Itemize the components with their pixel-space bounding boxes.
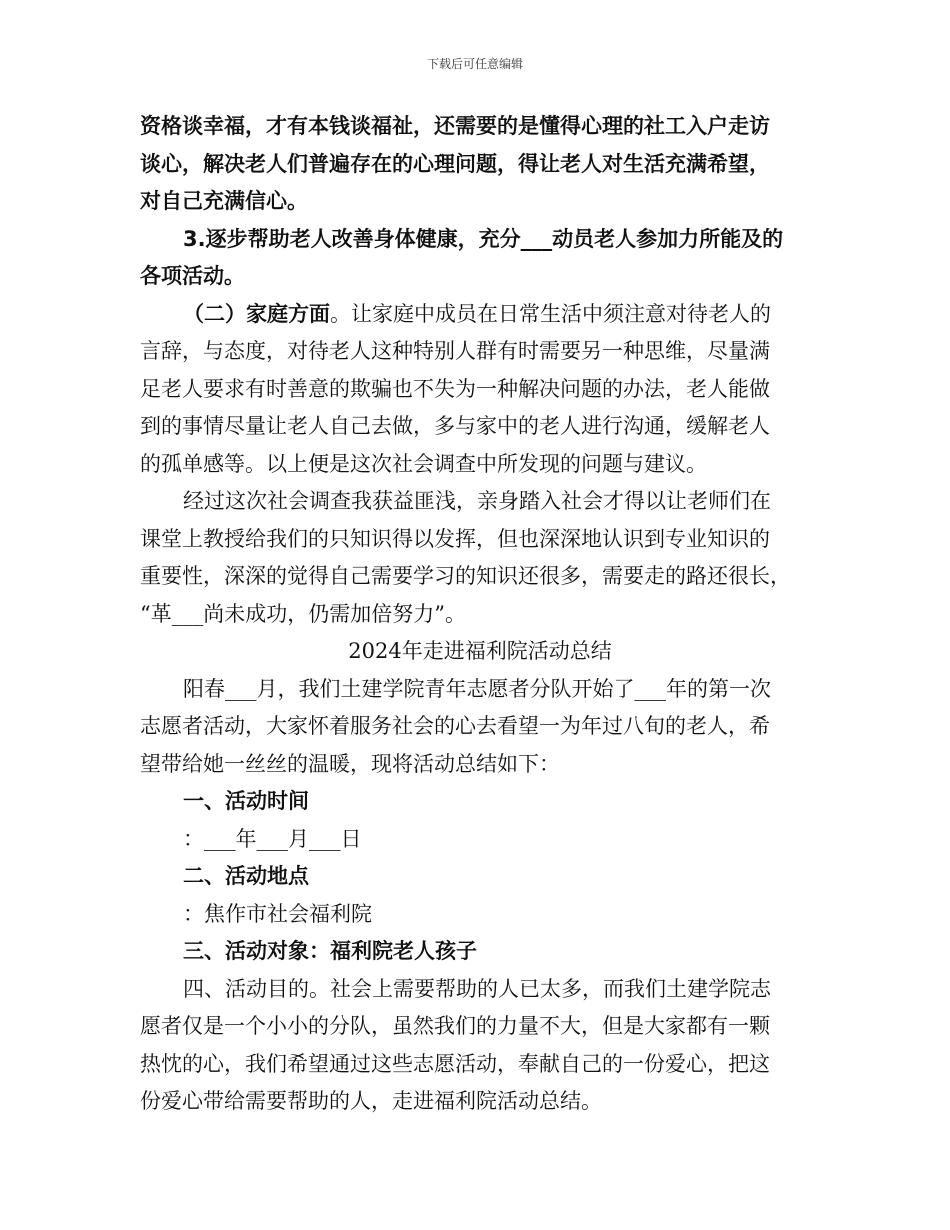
paragraph-line: 各项活动。 bbox=[140, 264, 245, 288]
paragraph-line: 份爱心带给需要帮助的人，走进福利院活动总结。 bbox=[140, 1089, 602, 1113]
document-title: 2024年走进福利院活动总结 bbox=[348, 639, 612, 663]
paragraph-line: 资格谈幸福，才有本钱谈福祉，还需要的是懂得心理的社工入户走访 bbox=[140, 114, 770, 138]
family-heading: （二）家庭方面 bbox=[183, 301, 330, 326]
paragraph-line: 热忱的心，我们希望通过这些志愿活动，奉献自己的一份爱心，把这 bbox=[140, 1051, 770, 1076]
paragraph-line: 经过这次社会调查我获益匪浅，亲身踏入社会才得以让老师们在 bbox=[183, 489, 771, 513]
paragraph-line: 重要性，深深的觉得自己需要学习的知识还很多，需要走的路还很长， bbox=[140, 564, 791, 588]
section-heading-target: 三、活动对象：福利院老人孩子 bbox=[183, 939, 477, 963]
paragraph-line: 言辞，与态度，对待老人这种特别人群有时需要另一种思维，尽量满 bbox=[140, 339, 770, 363]
family-paragraph-first-line bbox=[140, 296, 820, 334]
section-heading-place: 二、活动地点 bbox=[183, 864, 309, 888]
paragraph-line: 足老人要求有时善意的欺骗也不失为一种解决问题的办法，老人能做 bbox=[140, 376, 770, 401]
paragraph-line: 志愿者活动，大家怀着服务社会的心去看望一为年过八旬的老人，希 bbox=[140, 714, 770, 738]
paragraph-line: 到的事情尽量让老人自己去做，多与家中的老人进行沟通，缓解老人 bbox=[140, 414, 770, 438]
section-heading-time: 一、活动时间 bbox=[183, 789, 309, 813]
page-header-note: 下载后可任意编辑 bbox=[426, 57, 523, 71]
paragraph-line: 望带给她一丝丝的温暖，现将活动总结如下： bbox=[140, 751, 560, 776]
paragraph-line: 四、活动目的。社会上需要帮助的人已太多，而我们土建学院志 bbox=[183, 976, 771, 1001]
section-value-time: ：___年___月___日 bbox=[183, 826, 362, 851]
paragraph-line: 的孤单感等。以上便是这次社会调查中所发现的问题与建议。 bbox=[140, 451, 707, 476]
paragraph-line: 阳春___月，我们土建学院青年志愿者分队开始了___年的第一次 bbox=[183, 676, 771, 701]
paragraph-line: “革___尚未成功，仍需加倍努力”。 bbox=[140, 601, 466, 626]
paragraph-line: 谈心，解决老人们普遍存在的心理问题，得让老人对生活充满希望， bbox=[140, 151, 770, 176]
section-value-place: ：焦作市社会福利院 bbox=[183, 901, 372, 926]
paragraph-line: 课堂上教授给我们的只知识得以发挥，但也深深地认识到专业知识的 bbox=[140, 526, 770, 551]
paragraph-line: 对自己充满信心。 bbox=[140, 189, 308, 213]
paragraph-line: 愿者仅是一个小小的分队，虽然我们的力量不大，但是大家都有一颗 bbox=[140, 1014, 770, 1038]
paragraph-line: 3.逐步帮助老人改善身体健康，充分___动员老人参加力所能及的 bbox=[183, 226, 784, 251]
document-body bbox=[140, 108, 820, 1121]
family-text: 。让家庭中成员在日常生活中须注意对待老人的 bbox=[330, 301, 771, 326]
